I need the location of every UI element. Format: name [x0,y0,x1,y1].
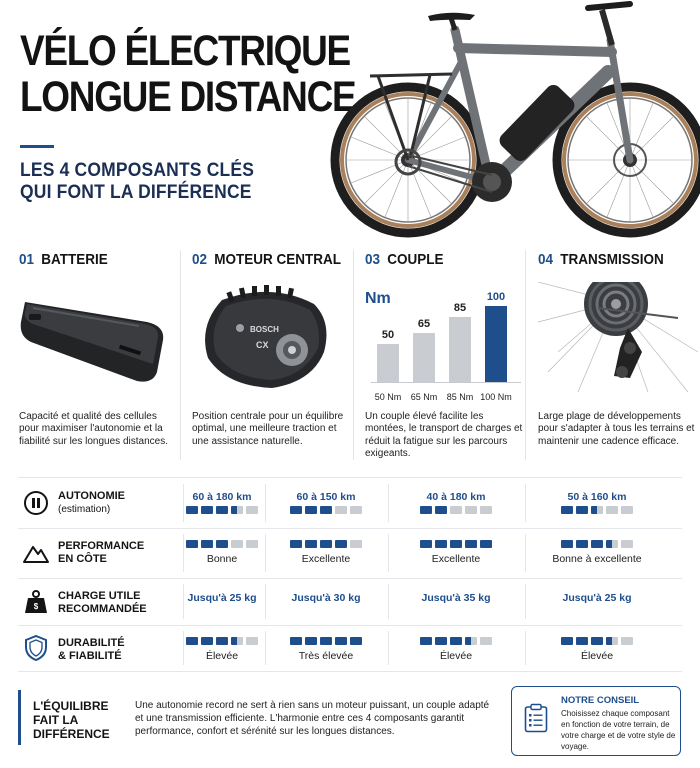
page-subtitle-line-2: QUI FONT LA DIFFÉRENCE [20,182,252,203]
rating-segment [186,540,198,548]
torque-unit-label: Nm [365,290,391,307]
rating-segment [246,540,258,548]
rating-segment [186,637,198,645]
rating-segment [621,506,633,514]
rating-segment [231,506,243,514]
table-column-divider [388,534,389,572]
cell-rating-text: Très élevée [298,650,354,662]
component-moteur-central [192,248,362,466]
rating-segments [420,637,492,645]
row-label-text: AUTONOMIE [58,490,126,502]
rating-segment [335,637,347,645]
row-label-performance [58,540,144,566]
component-description: Un couple élevé facilite les montées, le transport de charges et réduit la fatigue sur les parcours exigeants. [365,411,523,459]
shield-icon [22,634,50,662]
component-batterie [19,248,189,466]
rating-segment [186,506,198,514]
rating-segment [320,637,332,645]
advice-box [511,686,681,756]
weight-icon [22,588,50,616]
table-column-divider [265,484,266,522]
rating-segment [290,637,302,645]
page-subtitle [20,160,254,204]
row-sublabel: (estimation) [58,504,111,515]
rating-segment [420,506,432,514]
component-heading [19,251,108,268]
component-title: BATTERIE [41,251,108,268]
component-number: 03 [365,251,381,268]
rating-segment [201,506,213,514]
rating-segment [606,637,618,645]
rating-segment [465,506,477,514]
rating-segment [350,540,362,548]
rating-segment [246,506,258,514]
table-column-divider [525,631,526,665]
rating-segment [450,637,462,645]
rating-segment [576,540,588,548]
torque-value-label: 100 [486,291,506,303]
rating-segment [305,540,317,548]
component-title: COUPLE [387,251,444,268]
svg-text:$: $ [33,601,39,611]
rating-segment [335,506,347,514]
cell-value: Jusqu'à 35 kg [421,592,491,604]
rating-segments [186,540,258,548]
rating-segment [350,637,362,645]
rating-segment [435,637,447,645]
rating-segment [320,506,332,514]
rating-segment [420,540,432,548]
footer-text: Une autonomie record ne sert à rien sans un moteur puissant, un couple adapté et une transmission efficiente. L'harmonie entre ces 4 composants garantit performance, confort et sérénité sur les longues distances. [135,700,490,738]
rating-segment [201,637,213,645]
cell-rating-text: Excellente [301,553,351,565]
rating-segments [290,506,362,514]
cell-rating-text: Élevée [439,650,473,662]
torque-bar [449,317,471,382]
rating-segment [335,540,347,548]
rating-segment [290,540,302,548]
component-description: Large plage de développements pour s'adapter à tous les terrains et maintenir une cadence efficace. [538,411,695,447]
rating-segment [480,637,492,645]
rating-segment [450,506,462,514]
rating-segment [350,506,362,514]
rating-segment [591,506,603,514]
mid-drive-motor-icon [192,282,352,392]
rating-segment [561,637,573,645]
rating-segment [435,506,447,514]
rating-segment [320,540,332,548]
table-row-divider [18,578,682,579]
motor-model: CX [256,340,269,350]
torque-category-label: 85 Nm [446,392,474,402]
table-column-divider [183,484,184,522]
row-label-text: DURABILITÉ & FIABILITÉ [58,637,125,662]
motor-brand: BOSCH [250,325,279,334]
page-title [20,27,356,121]
rating-segment [591,637,603,645]
battery-pack-icon [19,282,179,392]
rating-segments [420,506,492,514]
cell-value: Jusqu'à 25 kg [562,592,632,604]
footer-title: L'ÉQUILIBRE FAIT LA DIFFÉRENCE [33,699,110,741]
rating-segment [435,540,447,548]
component-description: Position centrale pour un équilibre optimal, une meilleure traction et une assistance naturelle. [192,411,344,447]
cell-value: Jusqu'à 25 kg [187,592,257,604]
table-column-divider [388,631,389,665]
torque-bar [377,344,399,382]
torque-value-label: 50 [381,329,395,341]
table-column-divider [388,484,389,522]
rating-segment [290,506,302,514]
component-heading [192,251,341,268]
cassette-derailleur-icon [538,282,698,392]
rating-segments [186,506,258,514]
rating-segments [290,637,362,645]
component-title: TRANSMISSION [560,251,664,268]
rating-segments [561,540,633,548]
torque-value-label: 65 [417,318,431,330]
table-top-rule [18,477,682,478]
rating-segment [561,540,573,548]
component-heading [538,251,664,268]
ebike-illustration [330,0,700,240]
rating-segment [480,540,492,548]
component-number: 04 [538,251,554,268]
rating-segments [420,540,492,548]
mountain-icon [22,539,50,567]
component-description: Capacité et qualité des cellules pour maximiser l'autonomie et la fiabilité sur les longues distances. [19,411,168,447]
row-label-text: CHARGE UTILE RECOMMANDÉE [58,590,147,615]
component-heading [365,251,443,268]
table-column-divider [525,534,526,572]
rating-segments [186,637,258,645]
rating-segment [576,506,588,514]
row-label-text: PERFORMANCE EN CÔTE [58,540,145,565]
chart-baseline [371,382,521,383]
rating-segment [231,637,243,645]
rating-segments [290,540,362,548]
cell-rating-text: Excellente [431,553,481,565]
footer-accent-bar [18,690,21,745]
rating-segment [576,637,588,645]
rating-segment [621,540,633,548]
rating-segment [606,540,618,548]
table-row-divider [18,671,682,672]
rating-segment [420,637,432,645]
component-title: MOTEUR CENTRAL [214,251,341,268]
rating-segment [216,637,228,645]
table-row-divider [18,528,682,529]
torque-value-label: 85 [453,302,467,314]
advice-title: NOTRE CONSEIL [561,695,640,706]
cell-value: 60 à 150 km [296,491,356,503]
cell-rating-text: Bonne à excellente [552,553,642,565]
component-couple [365,248,535,466]
rating-segment [591,540,603,548]
page-subtitle-line-1: LES 4 COMPOSANTS CLÉS [20,160,255,181]
rating-segments [561,506,633,514]
component-transmission [538,248,700,466]
rating-segment [561,506,573,514]
title-divider [20,145,54,148]
advice-text: Choisissez chaque composant en fonction de votre terrain, de votre charge et de votre style de voyage. [561,709,676,751]
rating-segment [465,540,477,548]
rating-segments [561,637,633,645]
page-title-line-1: VÉLO ÉLECTRIQUE [20,27,350,75]
cell-value: 40 à 180 km [426,491,486,503]
cell-value: 60 à 180 km [192,491,252,503]
rating-segment [480,506,492,514]
table-column-divider [388,584,389,619]
cell-value: 50 à 160 km [567,491,627,503]
clipboard-checklist-icon [524,703,548,733]
component-number: 01 [19,251,35,268]
rating-segment [231,540,243,548]
page-title-line-2: LONGUE DISTANCE [20,73,356,121]
rating-segment [246,637,258,645]
rating-segment [621,637,633,645]
table-row-divider [18,625,682,626]
component-number: 02 [192,251,208,268]
cell-rating-text: Bonne [206,553,238,565]
rating-segment [606,506,618,514]
row-label-durabilite [58,637,125,663]
table-column-divider [525,484,526,522]
torque-category-label: 65 Nm [410,392,438,402]
rating-segment [216,540,228,548]
torque-category-label: 100 Nm [480,392,512,402]
cell-rating-text: Élevée [205,650,239,662]
cell-value: Jusqu'à 30 kg [291,592,361,604]
row-label-charge [58,590,147,616]
rating-segment [305,506,317,514]
torque-category-label: 50 Nm [374,392,402,402]
row-label-autonomie [58,490,125,516]
rating-segment [216,506,228,514]
rating-segment [465,637,477,645]
torque-bar [413,333,435,382]
battery-gauge-icon [22,489,50,517]
cell-rating-text: Élevée [580,650,614,662]
rating-segment [305,637,317,645]
rating-segment [201,540,213,548]
rating-segment [450,540,462,548]
table-column-divider [525,584,526,619]
torque-bar [485,306,507,382]
